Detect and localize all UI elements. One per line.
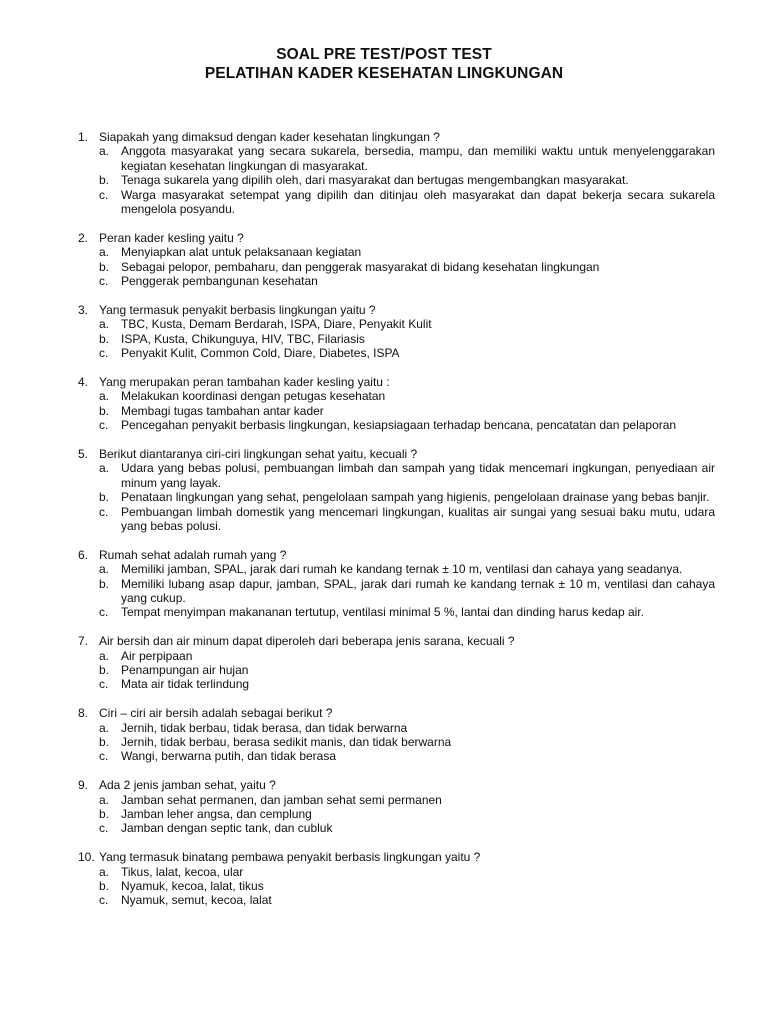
option-text: Nyamuk, kecoa, lalat, tikus xyxy=(121,878,264,893)
option-text: TBC, Kusta, Demam Berdarah, ISPA, Diare, Penyakit Kulit xyxy=(121,317,432,332)
answer-option xyxy=(78,404,715,418)
option-letter: c. xyxy=(99,346,109,361)
answer-option xyxy=(78,749,715,763)
answer-option xyxy=(78,346,715,360)
option-letter: b. xyxy=(99,403,110,418)
option-letter: c. xyxy=(99,187,109,202)
option-letter: b. xyxy=(99,878,110,893)
option-text: Penggerak pembangunan kesehatan xyxy=(121,274,318,289)
answer-option xyxy=(78,245,715,259)
option-text: Warga masyarakat setempat yang dipilih dan ditinjau oleh masyarakat dan dapat bekerja secara sukarela mengelola posyandu. xyxy=(121,187,715,217)
question-number: 7. xyxy=(78,634,89,649)
question-text: Ada 2 jenis jamban sehat, yaitu ? xyxy=(99,778,276,793)
option-letter: c. xyxy=(99,677,109,692)
answer-option xyxy=(78,389,715,403)
option-letter: b. xyxy=(99,490,110,505)
answer-option xyxy=(78,605,715,619)
option-letter: a. xyxy=(99,720,110,735)
option-letter: c. xyxy=(99,605,109,620)
answer-option xyxy=(78,188,715,217)
option-text: Penyakit Kulit, Common Cold, Diare, Diabetes, ISPA xyxy=(121,346,400,361)
answer-option xyxy=(78,260,715,274)
question-line xyxy=(78,375,715,389)
option-letter: b. xyxy=(99,806,110,821)
option-text: Sebagai pelopor, pembaharu, dan penggerak masyarakat di bidang kesehatan lingkungan xyxy=(121,259,600,274)
option-letter: b. xyxy=(99,576,110,591)
question-item xyxy=(78,231,715,289)
option-text: Jernih, tidak berbau, tidak berasa, dan tidak berwarna xyxy=(121,720,408,735)
option-letter: c. xyxy=(99,504,109,519)
question-number: 5. xyxy=(78,446,89,461)
option-text: Jernih, tidak berbau, berasa sedikit manis, dan tidak berwarna xyxy=(121,734,452,749)
answer-option xyxy=(78,807,715,821)
question-text: Peran kader kesling yaitu ? xyxy=(99,230,244,245)
option-letter: a. xyxy=(99,792,110,807)
option-text: Membagi tugas tambahan antar kader xyxy=(121,403,324,418)
question-item xyxy=(78,447,715,533)
option-text: Menyiapkan alat untuk pelaksanaan kegiatan xyxy=(121,245,362,260)
question-number: 8. xyxy=(78,706,89,721)
option-letter: b. xyxy=(99,173,110,188)
option-text: Air perpipaan xyxy=(121,648,193,663)
option-letter: c. xyxy=(99,893,109,908)
option-text: Melakukan koordinasi dengan petugas kesehatan xyxy=(121,389,386,404)
question-item xyxy=(78,850,715,908)
answer-option xyxy=(78,735,715,749)
option-letter: b. xyxy=(99,734,110,749)
option-letter: a. xyxy=(99,648,110,663)
question-number: 10. xyxy=(78,850,95,865)
option-letter: c. xyxy=(99,821,109,836)
question-text: Air bersih dan air minum dapat diperoleh dari beberapa jenis sarana, kecuali ? xyxy=(99,634,515,649)
question-line xyxy=(78,303,715,317)
question-item xyxy=(78,548,715,620)
option-letter: c. xyxy=(99,749,109,764)
answer-option xyxy=(78,461,715,490)
option-text: Udara yang bebas polusi, pembuangan limbah dan sampah yang tidak mencemari ingkungan, penyediaan air minum yang layak. xyxy=(121,461,715,490)
document-subtitle: PELATIHAN KADER KESEHATAN LINGKUNGAN xyxy=(204,65,564,82)
question-text: Yang termasuk binatang pembawa penyakit berbasis lingkungan yaitu ? xyxy=(99,850,481,865)
option-text: Memiliki jamban, SPAL, jarak dari rumah ke kandang ternak ± 10 m, ventilasi dan cahaya yang seadanya. xyxy=(121,562,683,577)
option-letter: a. xyxy=(99,317,110,332)
option-letter: a. xyxy=(99,461,110,476)
question-line xyxy=(78,634,715,648)
answer-option xyxy=(78,893,715,907)
question-text: Berikut diantaranya ciri-ciri lingkungan sehat yaitu, kecuali ? xyxy=(99,446,418,461)
question-text: Yang merupakan peran tambahan kader kesling yaitu : xyxy=(99,374,390,389)
option-text: Tempat menyimpan makananan tertutup, ventilasi minimal 5 %, lantai dan dinding harus kedap air. xyxy=(121,605,644,620)
question-line xyxy=(78,850,715,864)
option-text: Pencegahan penyakit berbasis lingkungan, kesiapsiagaan terhadap bencana, pencatatan dan pelaporan xyxy=(121,418,677,433)
option-text: Jamban leher angsa, dan cemplung xyxy=(121,806,312,821)
answer-option xyxy=(78,721,715,735)
option-text: Tenaga sukarela yang dipilih oleh, dari masyarakat dan bertugas mengembangkan masyarakat. xyxy=(121,173,629,188)
question-number: 4. xyxy=(78,374,89,389)
question-line xyxy=(78,706,715,720)
option-letter: c. xyxy=(99,418,109,433)
question-line xyxy=(78,447,715,461)
option-text: Jamban dengan septic tank, dan cubluk xyxy=(121,821,333,836)
answer-option xyxy=(78,577,715,606)
option-letter: a. xyxy=(99,389,110,404)
option-text: Wangi, berwarna putih, dan tidak berasa xyxy=(121,749,337,764)
option-letter: b. xyxy=(99,331,110,346)
answer-option xyxy=(78,879,715,893)
question-item xyxy=(78,778,715,836)
option-letter: b. xyxy=(99,662,110,677)
answer-option xyxy=(78,274,715,288)
question-item xyxy=(78,706,715,764)
question-list xyxy=(78,130,715,922)
option-text: Nyamuk, semut, kecoa, lalat xyxy=(121,893,272,908)
answer-option xyxy=(78,505,715,534)
option-text: Tikus, lalat, kecoa, ular xyxy=(121,864,244,879)
option-text: Penataan lingkungan yang sehat, pengelolaan sampah yang higienis, pengelolaan drainase yang bebas banjir. xyxy=(121,490,710,505)
question-number: 3. xyxy=(78,302,89,317)
question-text: Rumah sehat adalah rumah yang ? xyxy=(99,547,287,562)
question-number: 2. xyxy=(78,230,89,245)
option-text: Penampungan air hujan xyxy=(121,662,249,677)
answer-option xyxy=(78,821,715,835)
answer-option xyxy=(78,332,715,346)
question-item xyxy=(78,634,715,692)
answer-option xyxy=(78,663,715,677)
option-letter: a. xyxy=(99,144,110,159)
answer-option xyxy=(78,562,715,576)
question-line xyxy=(78,548,715,562)
answer-option xyxy=(78,677,715,691)
question-item xyxy=(78,375,715,433)
option-letter: a. xyxy=(99,864,110,879)
question-number: 9. xyxy=(78,778,89,793)
question-text: Ciri – ciri air bersih adalah sebagai berikut ? xyxy=(99,706,333,721)
option-letter: a. xyxy=(99,245,110,260)
option-letter: c. xyxy=(99,274,109,289)
answer-option xyxy=(78,793,715,807)
option-text: Anggota masyarakat yang secara sukarela, bersedia, mampu, dan memiliki waktu untuk menyelenggarakan kegiatan kesehatan lingkungan di masyarakat. xyxy=(121,144,715,173)
answer-option xyxy=(78,418,715,432)
option-text: Pembuangan limbah domestik yang mencemari lingkungan, kualitas air sungai yang sesuai baku mutu, udara yang bebas polusi. xyxy=(121,504,715,533)
question-line xyxy=(78,130,715,144)
answer-option xyxy=(78,144,715,173)
option-text: Memiliki lubang asap dapur, jamban, SPAL, jarak dari rumah ke kandang ternak ± 10 m, ventilasi dan cahaya yang cukup. xyxy=(121,576,715,605)
question-item xyxy=(78,130,715,216)
answer-option xyxy=(78,649,715,663)
answer-option xyxy=(78,173,715,187)
answer-option xyxy=(78,317,715,331)
question-line xyxy=(78,231,715,245)
option-text: ISPA, Kusta, Chikunguya, HIV, TBC, Filariasis xyxy=(121,331,365,346)
question-line xyxy=(78,778,715,792)
question-text: Yang termasuk penyakit berbasis lingkungan yaitu ? xyxy=(99,302,376,317)
answer-option xyxy=(78,865,715,879)
option-text: Jamban sehat permanen, dan jamban sehat semi permanen xyxy=(121,792,442,807)
option-letter: b. xyxy=(99,259,110,274)
answer-option xyxy=(78,490,715,504)
document-title: SOAL PRE TEST/POST TEST xyxy=(276,46,492,63)
question-item xyxy=(78,303,715,361)
option-letter: a. xyxy=(99,562,110,577)
question-text: Siapakah yang dimaksud dengan kader kesehatan lingkungan ? xyxy=(99,130,440,144)
question-number: 6. xyxy=(78,547,89,562)
question-number: 1. xyxy=(78,130,89,144)
option-text: Mata air tidak terlindung xyxy=(121,677,250,692)
